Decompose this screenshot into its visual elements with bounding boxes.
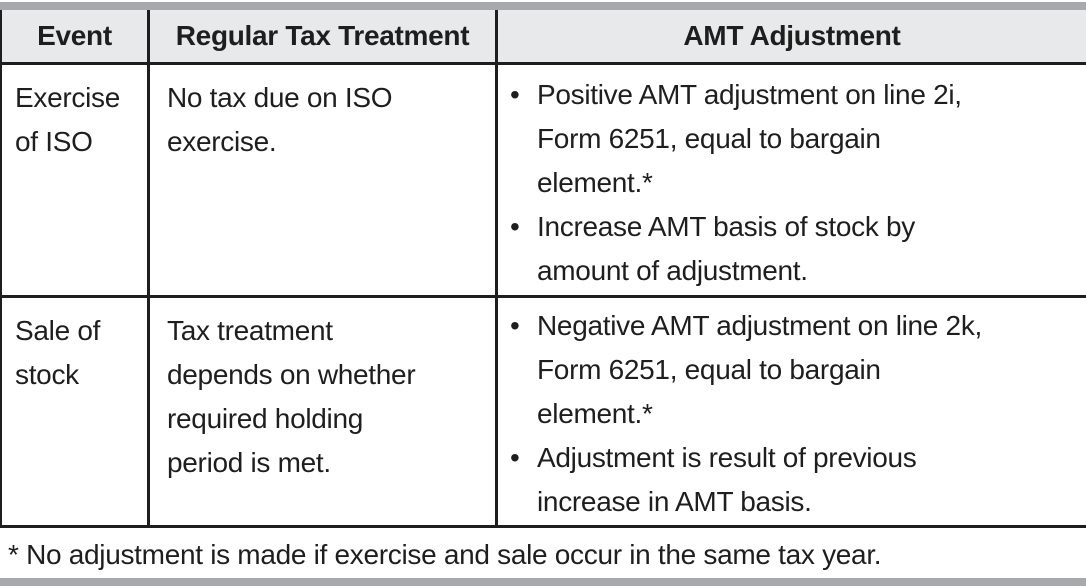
- bullet-text: [537, 205, 1082, 293]
- table-header-row: [2, 10, 1086, 65]
- text-line: depends on whether: [167, 359, 416, 390]
- bullet-text: [537, 436, 1082, 524]
- text-line: Positive AMT adjustment on line 2i,: [537, 79, 962, 110]
- header-cell-amt-adjustment: [495, 10, 1086, 62]
- bullet-icon: •: [510, 310, 520, 341]
- text-line: amount of adjustment.: [537, 255, 808, 286]
- text-line: Adjustment is result of previous: [537, 442, 917, 473]
- header-cell-regular-tax-treatment: [147, 10, 495, 62]
- text-line: Tax treatment: [167, 315, 333, 346]
- text-line: period is met.: [167, 447, 331, 478]
- table-row-exercise-of-iso: [2, 65, 1086, 298]
- bullet-item: [510, 73, 1082, 205]
- table-row-sale-of-stock: [2, 298, 1086, 528]
- iso-amt-table: [0, 10, 1086, 528]
- header-label-event: Event: [37, 20, 112, 51]
- text-line: Form 6251, equal to bargain: [537, 354, 881, 385]
- bullet-item: [510, 205, 1082, 293]
- cell-regular-tax-exercise: [147, 65, 495, 295]
- text-line: stock: [15, 359, 79, 390]
- text-line: No tax due on ISO: [167, 82, 393, 113]
- header-cell-event: [2, 10, 147, 62]
- text-line: Negative AMT adjustment on line 2k,: [537, 310, 983, 341]
- text-line: Form 6251, equal to bargain: [537, 123, 881, 154]
- cell-amt-adjustment-sale: [495, 298, 1086, 525]
- text-line: of ISO: [15, 126, 93, 157]
- text-line: exercise.: [167, 126, 277, 157]
- bullet-text: [537, 73, 1082, 205]
- bullet-icon: •: [510, 211, 520, 242]
- text-line: Sale of: [15, 315, 101, 346]
- bullet-text: [537, 304, 1082, 436]
- text-line: increase in AMT basis.: [537, 486, 812, 517]
- text-line: element.*: [537, 398, 653, 429]
- bullet-icon: •: [510, 79, 520, 110]
- bullet-item: [510, 436, 1082, 524]
- cell-event-sale-of-stock: [2, 298, 147, 525]
- header-label-regular-tax-treatment: Regular Tax Treatment: [175, 20, 470, 51]
- bullet-icon: •: [510, 442, 520, 473]
- top-rule-bar: [0, 2, 1086, 10]
- cell-amt-adjustment-exercise: [495, 65, 1086, 295]
- text-line: element.*: [537, 167, 653, 198]
- cell-event-exercise-of-iso: [2, 65, 147, 295]
- table-footnote: * No adjustment is made if exercise and sale occur in the same tax year.: [0, 528, 1086, 578]
- text-line: required holding: [167, 403, 364, 434]
- bottom-rule-bar: [0, 578, 1086, 586]
- header-label-amt-adjustment: AMT Adjustment: [683, 20, 901, 51]
- bullet-item: [510, 304, 1082, 436]
- text-line: Exercise: [15, 82, 120, 113]
- cell-regular-tax-sale: [147, 298, 495, 525]
- text-line: Increase AMT basis of stock by: [537, 211, 915, 242]
